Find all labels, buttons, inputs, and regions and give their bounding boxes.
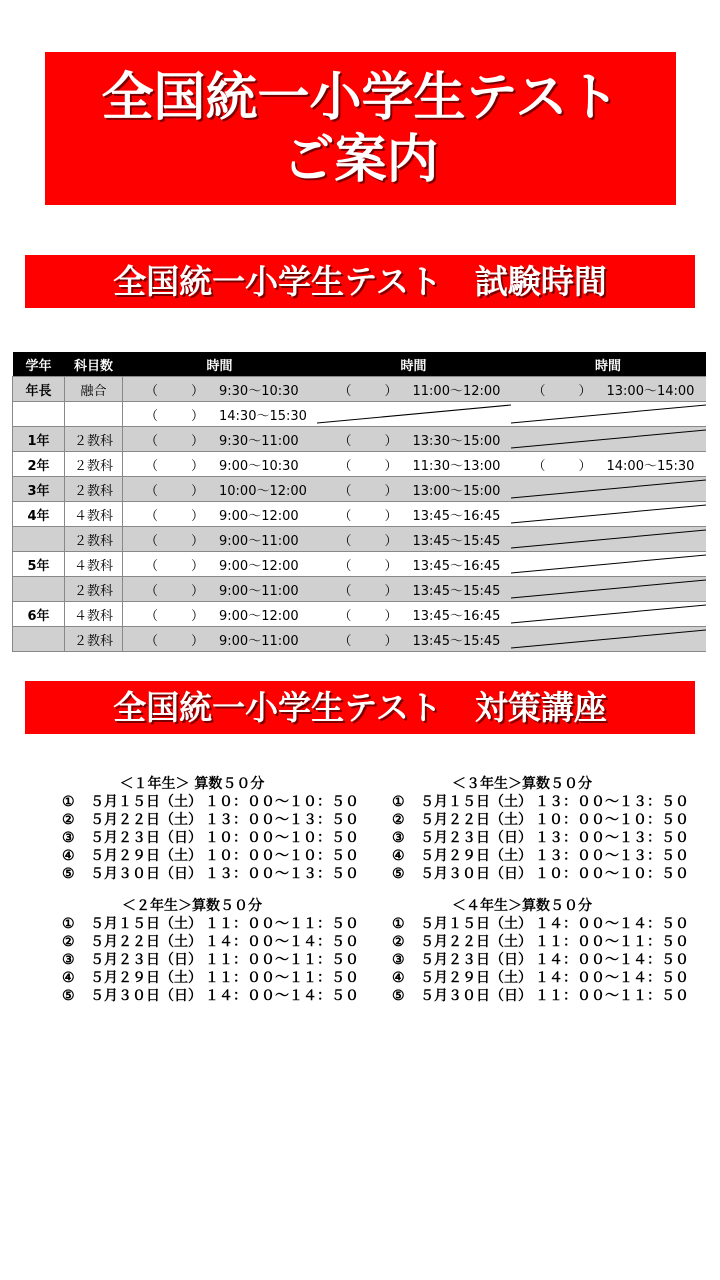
slot-time: 9:00～12:00 [219, 558, 299, 574]
schedule-grade-cell: 年長 [13, 377, 65, 402]
slot-paren-open: （ [532, 458, 546, 474]
slot-paren-open: （ [145, 558, 159, 574]
course-session-time: １３：００～１３：５０ [205, 866, 359, 882]
course-session-date: ５月３０日（日） [90, 988, 202, 1004]
header-grade: 学年 [13, 352, 65, 377]
schedule-time-slot [317, 377, 511, 402]
slot-paren-close: ） [191, 533, 205, 549]
slot-paren-close: ） [191, 608, 205, 624]
course-session-num: ① [392, 794, 405, 810]
course-session-date: ５月３０日（日） [420, 866, 532, 882]
schedule-empty-slot [511, 477, 706, 502]
course-block [392, 897, 689, 1005]
course-session-time: １１：００～１１：５０ [535, 934, 689, 950]
strike-line-icon [511, 402, 706, 426]
course-session-date: ５月２９日（土） [420, 970, 532, 986]
strike-line-icon [511, 602, 706, 626]
course-session-num: ② [62, 934, 75, 950]
course-session-row [62, 951, 359, 969]
course-session-num: ① [62, 794, 75, 810]
course-session-time: １０：００～１０：５０ [535, 866, 689, 882]
schedule-grade-cell [13, 577, 65, 602]
course-session-time: １０：００～１０：５０ [205, 848, 359, 864]
schedule-empty-slot [511, 627, 706, 652]
strike-line [511, 480, 706, 498]
course-session-num: ⑤ [62, 988, 75, 1004]
schedule-subjects-cell: ４教科 [65, 552, 123, 577]
header-time-2: 時間 [317, 352, 511, 377]
course-session-row [392, 865, 689, 883]
course-session-date: ５月２３日（日） [90, 830, 202, 846]
schedule-time-slot [317, 577, 511, 602]
schedule-subjects-cell: ２教科 [65, 452, 123, 477]
schedule-subjects-cell: ２教科 [65, 527, 123, 552]
slot-time: 9:30～10:30 [219, 383, 299, 399]
schedule-grade-cell [13, 527, 65, 552]
course-session-row [62, 915, 359, 933]
slot-paren-close: ） [384, 433, 398, 449]
slot-paren-open: （ [145, 608, 159, 624]
slot-paren-close: ） [384, 383, 398, 399]
schedule-time-slot [123, 627, 317, 652]
course-session-date: ５月３０日（日） [420, 988, 532, 1004]
slot-paren-open: （ [145, 458, 159, 474]
slot-time: 13:45～15:45 [412, 533, 501, 549]
schedule-grade-cell: 2年 [13, 452, 65, 477]
course-session-date: ５月２２日（土） [420, 934, 532, 950]
schedule-row [13, 627, 706, 652]
course-session-row [62, 811, 359, 829]
slot-paren-close: ） [384, 483, 398, 499]
slot-paren-close: ） [191, 483, 205, 499]
slot-paren-close: ） [384, 633, 398, 649]
course-session-time: １４：００～１４：５０ [535, 916, 689, 932]
slot-time: 13:45～16:45 [412, 558, 501, 574]
slot-paren-close: ） [578, 383, 592, 399]
schedule-time-slot [123, 477, 317, 502]
schedule-grade-cell: 1年 [13, 427, 65, 452]
slot-paren-open: （ [338, 583, 352, 599]
schedule-time-slot [123, 377, 317, 402]
course-session-time: １３：００～１３：５０ [535, 830, 689, 846]
schedule-subjects-cell: 融合 [65, 377, 123, 402]
slot-paren-open: （ [338, 383, 352, 399]
course-session-time: １１：００～１１：５０ [205, 916, 359, 932]
slot-time: 11:30～13:00 [412, 458, 501, 474]
course-session-row [62, 933, 359, 951]
course-session-num: ② [392, 934, 405, 950]
schedule-row [13, 527, 706, 552]
course-session-time: １４：００～１４：５０ [535, 970, 689, 986]
course-session-num: ⑤ [62, 866, 75, 882]
course-session-time: １３：００～１３：５０ [535, 794, 689, 810]
schedule-grade-cell: 6年 [13, 602, 65, 627]
schedule-time-slot [317, 627, 511, 652]
header-time-3: 時間 [511, 352, 706, 377]
course-session-num: ① [62, 916, 75, 932]
course-session-num: ② [62, 812, 75, 828]
schedule-empty-slot [511, 527, 706, 552]
slot-paren-open: （ [338, 633, 352, 649]
schedule-empty-slot [511, 552, 706, 577]
course-session-time: １０：００～１０：５０ [205, 830, 359, 846]
slot-paren-open: （ [532, 383, 546, 399]
slot-paren-close: ） [191, 558, 205, 574]
course-column-right [392, 775, 689, 1019]
slot-paren-open: （ [338, 533, 352, 549]
schedule-time-slot [123, 577, 317, 602]
course-session-num: ⑤ [392, 988, 405, 1004]
course-session-date: ５月２３日（日） [420, 952, 532, 968]
schedule-time-slot [123, 502, 317, 527]
course-session-time: １３：００～１３：５０ [535, 848, 689, 864]
slot-paren-open: （ [145, 583, 159, 599]
schedule-subjects-cell: ２教科 [65, 627, 123, 652]
course-section-title: 全国統一小学生テスト 対策講座 [25, 681, 695, 734]
slot-paren-close: ） [384, 583, 398, 599]
strike-line [511, 580, 706, 598]
schedule-time-slot [511, 452, 706, 477]
course-session-row [62, 829, 359, 847]
slot-paren-open: （ [338, 433, 352, 449]
slot-paren-close: ） [384, 508, 398, 524]
slot-paren-close: ） [191, 408, 205, 424]
course-session-date: ５月１５日（土） [420, 916, 532, 932]
schedule-subjects-cell: ２教科 [65, 577, 123, 602]
strike-line-icon [511, 577, 706, 601]
course-session-row [392, 811, 689, 829]
strike-line [317, 405, 511, 423]
schedule-empty-slot [511, 502, 706, 527]
course-column-left [62, 775, 359, 1019]
course-session-time: １１：００～１１：５０ [205, 952, 359, 968]
strike-line-icon [511, 627, 706, 651]
schedule-row [13, 552, 706, 577]
schedule-time-slot [317, 427, 511, 452]
schedule-empty-slot [317, 402, 511, 427]
schedule-time-slot [123, 452, 317, 477]
slot-time: 9:30～11:00 [219, 433, 299, 449]
course-session-row [62, 847, 359, 865]
slot-paren-open: （ [145, 433, 159, 449]
schedule-time-slot [123, 402, 317, 427]
slot-time: 13:45～16:45 [412, 508, 501, 524]
course-session-date: ５月１５日（土） [420, 794, 532, 810]
course-session-time: １１：００～１１：５０ [535, 988, 689, 1004]
strike-line [511, 630, 706, 648]
schedule-row [13, 452, 706, 477]
schedule-time-slot [317, 452, 511, 477]
slot-time: 9:00～12:00 [219, 508, 299, 524]
course-session-num: ④ [62, 848, 75, 864]
schedule-time-slot [123, 527, 317, 552]
course-heading: ＜１年生＞ 算数５０分 [119, 776, 265, 792]
slot-paren-open: （ [338, 558, 352, 574]
slot-time: 13:45～15:45 [412, 633, 501, 649]
slot-paren-open: （ [338, 483, 352, 499]
slot-paren-open: （ [145, 533, 159, 549]
main-title-line2: ご案内 [282, 129, 439, 190]
course-session-time: １０：００～１０：５０ [205, 794, 359, 810]
schedule-grade-cell: 3年 [13, 477, 65, 502]
course-heading: ＜４年生＞算数５０分 [452, 898, 592, 914]
course-session-date: ５月２３日（日） [420, 830, 532, 846]
course-session-num: ④ [62, 970, 75, 986]
slot-time: 9:00～11:00 [219, 633, 299, 649]
schedule-row [13, 577, 706, 602]
strike-line [511, 405, 706, 423]
schedule-subjects-cell [65, 402, 123, 427]
strike-line-icon [317, 402, 511, 426]
slot-paren-close: ） [191, 508, 205, 524]
schedule-grade-cell: 4年 [13, 502, 65, 527]
course-session-date: ５月２９日（土） [420, 848, 532, 864]
slot-time: 13:00～15:00 [412, 483, 501, 499]
slot-paren-open: （ [145, 483, 159, 499]
course-session-date: ５月２９日（土） [90, 970, 202, 986]
course-session-row [392, 969, 689, 987]
slot-time: 13:45～15:45 [412, 583, 501, 599]
slot-time: 9:00～10:30 [219, 458, 299, 474]
main-title-line1: 全国統一小学生テスト [101, 67, 620, 128]
slot-paren-close: ） [191, 458, 205, 474]
schedule-time-slot [317, 527, 511, 552]
exam-schedule-table [12, 352, 706, 652]
strike-line [511, 555, 706, 573]
course-block [62, 897, 359, 1005]
slot-paren-close: ） [191, 433, 205, 449]
strike-line [511, 605, 706, 623]
schedule-time-slot [511, 377, 706, 402]
slot-time: 13:45～16:45 [412, 608, 501, 624]
slot-time: 9:00～11:00 [219, 533, 299, 549]
schedule-time-slot [317, 477, 511, 502]
slot-paren-open: （ [338, 508, 352, 524]
slot-paren-close: ） [191, 583, 205, 599]
course-session-row [62, 969, 359, 987]
schedule-subjects-cell: ２教科 [65, 477, 123, 502]
schedule-empty-slot [511, 577, 706, 602]
exam-time-section-title: 全国統一小学生テスト 試験時間 [25, 255, 695, 308]
slot-paren-close: ） [384, 558, 398, 574]
course-session-date: ５月２３日（日） [90, 952, 202, 968]
course-heading: ＜３年生＞算数５０分 [452, 776, 592, 792]
course-session-date: ５月２２日（土） [90, 812, 202, 828]
slot-time: 9:00～11:00 [219, 583, 299, 599]
course-session-date: ５月２９日（土） [90, 848, 202, 864]
course-session-time: １１：００～１１：５０ [205, 970, 359, 986]
slot-time: 13:30～15:00 [412, 433, 501, 449]
schedule-row [13, 602, 706, 627]
schedule-empty-slot [511, 602, 706, 627]
schedule-subjects-cell: ２教科 [65, 427, 123, 452]
schedule-time-slot [317, 552, 511, 577]
schedule-grade-cell: 5年 [13, 552, 65, 577]
course-session-row [392, 951, 689, 969]
course-session-time: １３：００～１３：５０ [205, 812, 359, 828]
slot-paren-close: ） [191, 383, 205, 399]
course-session-row [392, 793, 689, 811]
schedule-subjects-cell: ４教科 [65, 602, 123, 627]
strike-line-icon [511, 502, 706, 526]
course-session-row [62, 987, 359, 1005]
strike-line-icon [511, 427, 706, 451]
slot-time: 13:00～14:00 [606, 383, 695, 399]
schedule-row [13, 377, 706, 402]
strike-line-icon [511, 527, 706, 551]
slot-paren-open: （ [145, 383, 159, 399]
slot-paren-close: ） [578, 458, 592, 474]
course-session-date: ５月１５日（土） [90, 794, 202, 810]
course-session-date: ５月１５日（土） [90, 916, 202, 932]
slot-paren-open: （ [338, 608, 352, 624]
course-session-date: ５月２２日（土） [90, 934, 202, 950]
course-session-row [392, 933, 689, 951]
slot-paren-close: ） [384, 533, 398, 549]
strike-line [511, 505, 706, 523]
schedule-row [13, 477, 706, 502]
course-session-date: ５月２２日（土） [420, 812, 532, 828]
slot-time: 9:00～12:00 [219, 608, 299, 624]
strike-line [511, 430, 706, 448]
header-subjects: 科目数 [65, 352, 123, 377]
schedule-time-slot [123, 552, 317, 577]
schedule-grade-cell [13, 627, 65, 652]
schedule-empty-slot [511, 427, 706, 452]
schedule-row [13, 402, 706, 427]
course-block [62, 775, 359, 883]
course-session-row [392, 915, 689, 933]
schedule-header-row [13, 352, 706, 377]
course-session-row [392, 987, 689, 1005]
slot-time: 14:30～15:30 [219, 408, 307, 424]
course-session-num: ③ [392, 952, 405, 968]
slot-paren-close: ） [384, 608, 398, 624]
slot-paren-open: （ [338, 458, 352, 474]
course-session-time: １４：００～１４：５０ [205, 988, 359, 1004]
strike-line-icon [511, 477, 706, 501]
schedule-row [13, 427, 706, 452]
course-session-num: ④ [392, 848, 405, 864]
course-session-num: ③ [62, 952, 75, 968]
strike-line-icon [511, 552, 706, 576]
course-session-time: １４：００～１４：５０ [205, 934, 359, 950]
course-session-date: ５月３０日（日） [90, 866, 202, 882]
header-time-1: 時間 [123, 352, 317, 377]
course-session-row [392, 829, 689, 847]
schedule-time-slot [317, 602, 511, 627]
slot-paren-close: ） [384, 458, 398, 474]
schedule-row [13, 502, 706, 527]
slot-time: 11:00～12:00 [412, 383, 501, 399]
strike-line [511, 530, 706, 548]
slot-paren-open: （ [145, 633, 159, 649]
course-session-num: ③ [62, 830, 75, 846]
schedule-subjects-cell: ４教科 [65, 502, 123, 527]
main-title-banner [45, 52, 676, 205]
course-session-time: １４：００～１４：５０ [535, 952, 689, 968]
schedule-time-slot [123, 427, 317, 452]
schedule-time-slot [123, 602, 317, 627]
slot-paren-open: （ [145, 508, 159, 524]
schedule-grade-cell [13, 402, 65, 427]
slot-paren-open: （ [145, 408, 159, 424]
course-session-row [392, 847, 689, 865]
course-session-num: ② [392, 812, 405, 828]
course-session-num: ⑤ [392, 866, 405, 882]
slot-time: 10:00～12:00 [219, 483, 307, 499]
course-session-num: ④ [392, 970, 405, 986]
course-session-time: １０：００～１０：５０ [535, 812, 689, 828]
schedule-empty-slot [511, 402, 706, 427]
course-heading: ＜２年生＞算数５０分 [122, 898, 262, 914]
course-session-row [62, 793, 359, 811]
slot-time: 14:00～15:30 [606, 458, 695, 474]
slot-paren-close: ） [191, 633, 205, 649]
course-block [392, 775, 689, 883]
course-session-row [62, 865, 359, 883]
schedule-time-slot [317, 502, 511, 527]
course-session-num: ① [392, 916, 405, 932]
course-session-num: ③ [392, 830, 405, 846]
